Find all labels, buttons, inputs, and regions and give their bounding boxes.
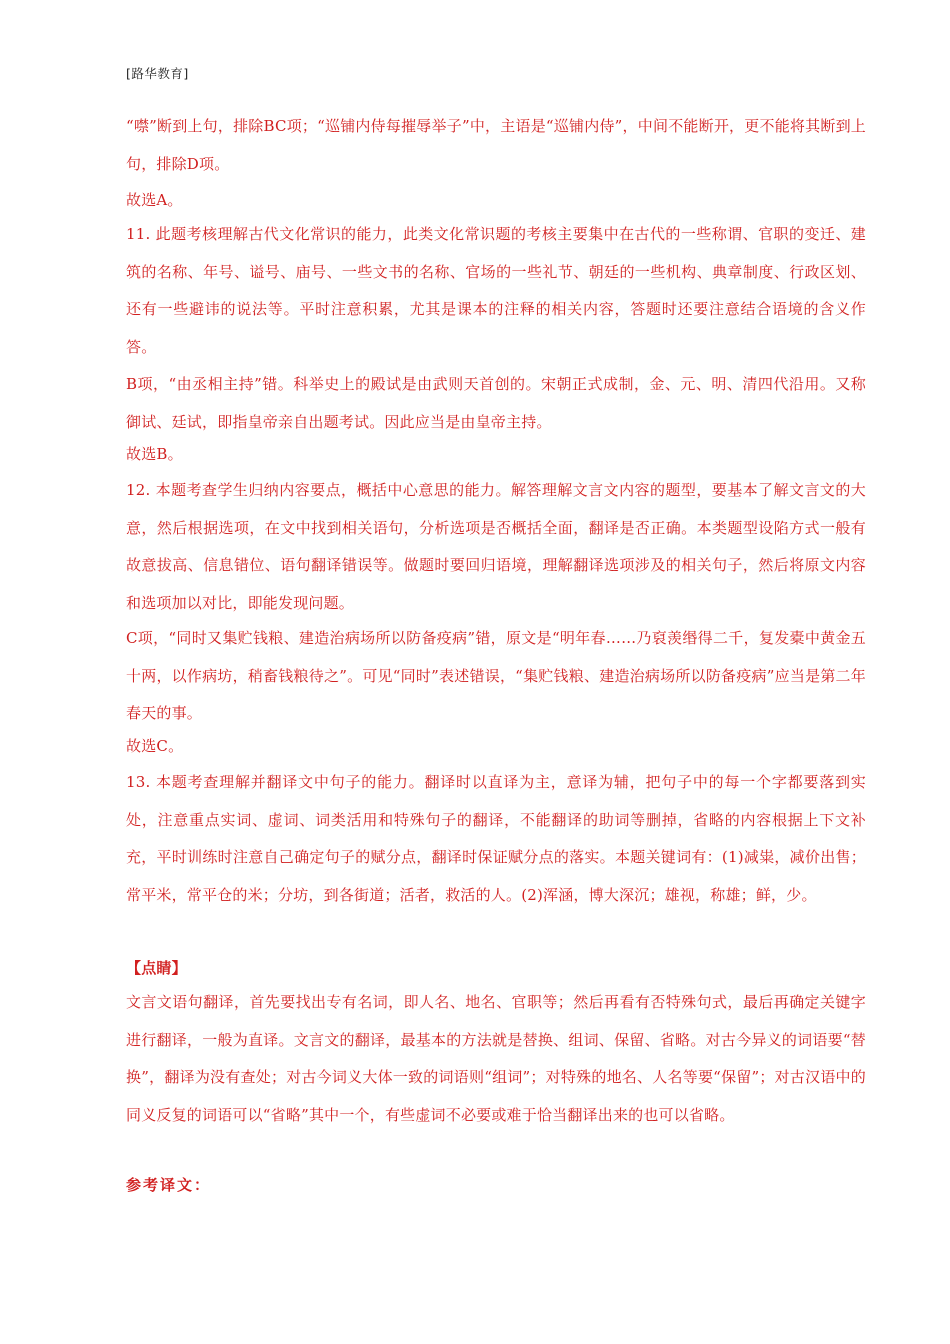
answer-q12: 故选C。 <box>126 737 184 755</box>
reference-translation-title: 参考译文： <box>126 1176 212 1194</box>
page-header: [路华教育] <box>126 66 189 81</box>
answer-p1: 故选A。 <box>126 191 183 209</box>
answer-q11: 故选B。 <box>126 445 183 463</box>
paragraph-q11: 11. 此题考核理解古代文化常识的能力，此类文化常识题的考核主要集中在古代的一些称谓、官职的变迁、建筑的名称、年号、谥号、庙号、一些文书的名称、官场的一些礼节、朝廷的一些机构、典章制度、行政区划、还有一些避讳的说法等。平时注意积累，尤其是课本的注释的相关内容，答题时还要注意结合语境的含义作答。 <box>126 225 866 356</box>
paragraph-q11-b: B项，“由丞相主持”错。科举史上的殿试是由武则天首创的。宋朝正式成制，金、元、明、清四代沿用。又称御试、廷试，即指皇帝亲自出题考试。因此应当是由皇帝主持。 <box>126 375 866 431</box>
paragraph-q12: 12. 本题考查学生归纳内容要点，概括中心意思的能力。解答理解文言文内容的题型，要基本了解文言文的大意，然后根据选项，在文中找到相关语句，分析选项是否概括全面，翻译是否正确。本类题型设陷方式一般有故意拔高、信息错位、语句翻译错误等。做题时要回归语境，理解翻译选项涉及的相关句子，然后将原文内容和选项加以对比，即能发现问题。 <box>126 481 866 612</box>
paragraph-p1: “噤”断到上句，排除BC项；“巡铺内侍每摧辱举子”中，主语是“巡铺内侍”，中间不能断开，更不能将其断到上句，排除D项。 <box>126 117 866 173</box>
paragraph-dianjing: 文言文语句翻译，首先要找出专有名词，即人名、地名、官职等；然后再看有否特殊句式，最后再确定关键字进行翻译，一般为直译。文言文的翻译，最基本的方法就是替换、组词、保留、省略。对古今异义的词语要“替换”，翻译为没有查处；对古今词义大体一致的词语则“组词”；对特殊的地名、人名等要“保留”；对古汉语中的同义反复的词语可以“省略”其中一个，有些虚词不必要或难于恰当翻译出来的也可以省略。 <box>126 993 866 1124</box>
paragraph-q13: 13. 本题考查理解并翻译文中句子的能力。翻译时以直译为主，意译为辅，把句子中的每一个字都要落到实处，注意重点实词、虚词、词类活用和特殊句子的翻译，不能翻译的助词等删掉，省略的内容根据上下文补充，平时训练时注意自己确定句子的赋分点，翻译时保证赋分点的落实。本题关键词有：(1)减粜，减价出售；常平米，常平仓的米；分坊，到各街道；活者，救活的人。(2)浑涵，博大深沉；雄视，称雄；鲜，少。 <box>126 773 866 904</box>
paragraph-q12-c: C项，“同时又集贮钱粮、建造治病场所以防备疫病”错，原文是“明年春……乃裒羡缗得二千，复发橐中黄金五十两，以作病坊，稍畜钱粮待之”。可见“同时”表述错误，“集贮钱粮、建造治病场所以防备疫病”应当是第二年春天的事。 <box>126 629 866 722</box>
dianjing-title: 【点睛】 <box>126 959 187 977</box>
